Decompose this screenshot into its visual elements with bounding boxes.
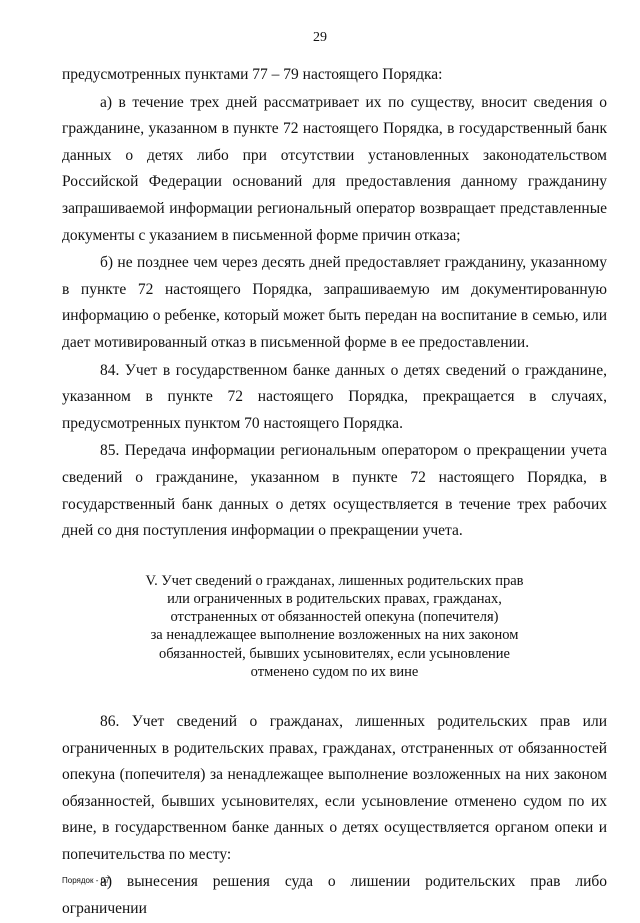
section-heading-line: V. Учет сведений о гражданах, лишенных родительских прав	[145, 572, 524, 589]
paragraph-86-item-a: а) вынесения решения суда о лишении родительских прав либо ограничении	[62, 873, 607, 918]
paragraph-84: 84. Учет в государственном банке данных о детях сведений о гражданине, указанном в пункте 72 настоящего Порядка, прекращается в случаях, предусмотренных пунктом 70 настоящего Порядка.	[62, 361, 607, 432]
section-heading-line: отстраненных от обязанностей опекуна (попечителя)	[170, 609, 499, 626]
paragraph-item-a: а) в течение трех дней рассматривает их по существу, вносит сведения о гражданине, указанном в пункте 72 настоящего Порядка, в государственный банк данных о детях либо при отсутствии установленных законодательством Российской Федерации оснований для предоставления данному гражданину запрашиваемой информации региональный оператор возвращает представленные документы с указанием в письменной форме причин отказа;	[62, 93, 607, 244]
paragraph-continuation: предусмотренных пунктами 77 – 79 настоящего Порядка:	[62, 66, 443, 83]
section-heading-line: отменено судом по их вине	[250, 663, 419, 680]
page-number: 29	[313, 30, 327, 45]
footer-label: Порядок - 07	[62, 876, 110, 885]
paragraph-item-b: б) не позднее чем через десять дней предоставляет гражданину, указанному в пункте 72 настоящего Порядка, запрашиваемую им документированную информацию о ребенке, который может быть передан на воспитание в семью, или дает мотивированный отказ в письменной форме в ее предоставлении.	[62, 254, 607, 351]
section-heading-line: за ненадлежащее выполнение возложенных на них законом	[150, 627, 519, 644]
document-body	[62, 62, 607, 923]
section-heading	[62, 572, 607, 681]
paragraph-85: 85. Передача информации региональным оператором о прекращении учета сведений о гражданине, указанном в пункте 72 настоящего Порядка, в государственный банк данных о детях осуществляется в течение трех рабочих дней со дня поступления информации о прекращении учета.	[62, 442, 607, 540]
paragraph-86: 86. Учет сведений о гражданах, лишенных родительских прав или ограниченных в родительских правах, гражданах, отстраненных от обязанностей опекуна (попечителя) за ненадлежащее выполнение возложенных на них законом обязанностей, бывших усыновителях, если усыновление отменено судом по их вине, в государственном банке данных о детях осуществляется органом опеки и попечительства по месту:	[62, 712, 607, 863]
section-heading-line: обязанностей, бывших усыновителях, если усыновление	[158, 645, 510, 662]
section-heading-line: или ограниченных в родительских правах, гражданах,	[167, 590, 502, 607]
